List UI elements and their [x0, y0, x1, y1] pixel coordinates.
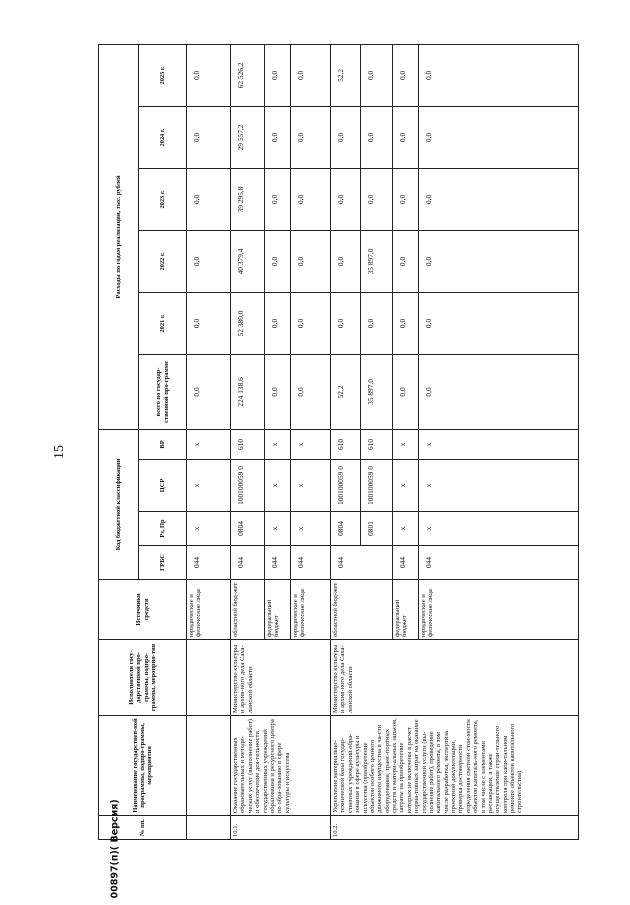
cell-source: областной бюд-жет: [231, 580, 265, 640]
cell-2022: 40 379,4: [231, 230, 265, 292]
cell-vr: x: [291, 429, 331, 459]
cell-source: федеральный бюджет: [393, 580, 419, 640]
cell-source: юридические и физические лица: [419, 580, 579, 640]
header-expenses: Расходы по годам реализации, тыс. рублей: [99, 44, 139, 429]
cell-rzpr: x: [419, 512, 579, 546]
cell-csr: x: [187, 460, 231, 512]
cell-total: 35 897,0: [361, 354, 393, 429]
cell-csr: 100100059 0: [231, 460, 265, 512]
cell-2021: 0,0: [331, 292, 361, 354]
cell-2021: 0,0: [361, 292, 393, 354]
cell-rzpr: 0804: [331, 512, 361, 546]
cell-rzpr: 0804: [231, 512, 265, 546]
header-name: Наименование государствен-ной программы, подпро-граммы, мероприятия: [99, 716, 187, 816]
header-2023: 2023 г.: [139, 168, 187, 230]
cell-2021: 0,0: [419, 292, 579, 354]
cell-name: Укрепление материально-технической базы государ-ственных учреждений обра-зования в сфере культуры и искусства (приобретение объектов особого ценного движимого имущества в ча-сти оборудования, транс-портных средств и матери-альных запасов, затраты на приобретение которых не включены в расчет норма-тивных затрат на оказание государственной услуги (вы-полнение работ), проведение капитального ремонта, в том числе разработка, экспертиза проектной документации, проверка достоверности определения сметной стои-мости объектов капиталь-ного ремонта, в том числе с элементами реставрации, а также осуществление строи-тельного контроля при капи-тальном ремонте объектов капитального строительства): [331, 716, 579, 816]
cell-source: областной бюд-жет: [331, 580, 393, 640]
header-2021: 2021 г.: [139, 292, 187, 354]
cell-grbs: 044: [291, 546, 331, 580]
cell-2021: 0,0: [291, 292, 331, 354]
header-rzpr: Рз, Пр: [139, 512, 187, 546]
header-total: всего по государ-ственной про-грамме: [139, 354, 187, 429]
cell-executor: Министерство культуры и архив-ного дела Саха-линской области: [231, 640, 331, 716]
cell-vr: 610: [231, 429, 265, 459]
cell-total: 0,0: [393, 354, 419, 429]
table-row: [331, 44, 361, 839]
cell-source: юридические и физические лица: [291, 580, 331, 640]
cell-csr: x: [419, 460, 579, 512]
cell-name: Оказание государственных образовательных и методи-ческих услуг (выполнение работ) и обеспечение дея-тельности государственных учреждений образования и ресурсного центра по обра-зованию в сфере культуры и искусства: [231, 716, 331, 816]
cell-2025: 0,0: [361, 44, 393, 106]
cell-2022: 0,0: [393, 230, 419, 292]
cell-rzpr: x: [265, 512, 291, 546]
cell-vr: x: [419, 429, 579, 459]
cell-grbs: 044: [187, 546, 231, 580]
cell-vr: 610: [361, 429, 393, 459]
cell-csr: 100100059 0: [331, 460, 361, 512]
cell-total: 0,0: [187, 354, 231, 429]
cell-2024: 0,0: [393, 106, 419, 168]
table-row: [231, 44, 265, 839]
cell-grbs: 044: [331, 546, 393, 580]
footer: [105, 799, 125, 905]
rotated-table-container: [98, 45, 630, 840]
cell-2024: 0,0: [361, 106, 393, 168]
cell-2024: 0,0: [187, 106, 231, 168]
cell-2024: 0,0: [291, 106, 331, 168]
header-executor: Исполнители госу-дарственной про-граммы, подпро-граммы, мероприя-тия: [99, 640, 187, 716]
cell-total: 0,0: [265, 354, 291, 429]
cell-2022: 0,0: [187, 230, 231, 292]
header-2022: 2022 г.: [139, 230, 187, 292]
header-budget-code: Код бюджетной классификации: [99, 429, 139, 579]
cell-num: [187, 816, 231, 840]
cell-vr: x: [265, 429, 291, 459]
cell-2025: 0,0: [393, 44, 419, 106]
cell-total: 0,0: [291, 354, 331, 429]
footer-version-code: 00897(п)( Версия): [109, 799, 121, 899]
cell-2023: 0,0: [331, 168, 361, 230]
header-grbs: ГРБС: [139, 546, 187, 580]
cell-2021: 0,0: [265, 292, 291, 354]
cell-csr: x: [291, 460, 331, 512]
cell-source: юридические и физические лица: [187, 580, 231, 640]
cell-rzpr: x: [187, 512, 231, 546]
cell-name: [187, 716, 231, 816]
cell-vr: 610: [331, 429, 361, 459]
cell-grbs: 044: [393, 546, 419, 580]
cell-rzpr: x: [291, 512, 331, 546]
cell-2024: 0,0: [265, 106, 291, 168]
cell-2023: 0,0: [393, 168, 419, 230]
cell-grbs: 044: [419, 546, 579, 580]
header-2024: 2024 г.: [139, 106, 187, 168]
cell-rzpr: 0801: [361, 512, 393, 546]
cell-executor: Министерство культуры и архив-ного дела Саха-линской области: [331, 640, 579, 716]
header-source: Источники средств: [99, 580, 187, 640]
cell-2023: 39 295,8: [231, 168, 265, 230]
cell-2024: 0,0: [419, 106, 579, 168]
cell-num: 10.1.: [231, 816, 331, 840]
cell-2023: 0,0: [291, 168, 331, 230]
cell-vr: x: [187, 429, 231, 459]
cell-2023: 0,0: [187, 168, 231, 230]
cell-2024: 29 557,2: [231, 106, 265, 168]
cell-2022: 0,0: [265, 230, 291, 292]
cell-total: 52,2: [331, 354, 361, 429]
header-num: № пп.: [99, 816, 187, 840]
cell-rzpr: x: [393, 512, 419, 546]
cell-2025: 0,0: [265, 44, 291, 106]
cell-2025: 0,0: [187, 44, 231, 106]
cell-source: федеральный бюджет: [265, 580, 291, 640]
cell-total: 224 138,6: [231, 354, 265, 429]
cell-2025: 62 526,2: [231, 44, 265, 106]
cell-csr: x: [265, 460, 291, 512]
cell-2025: 52,2: [331, 44, 361, 106]
cell-grbs: 044: [265, 546, 291, 580]
cell-2025: 0,0: [291, 44, 331, 106]
cell-grbs: 044: [231, 546, 265, 580]
cell-2023: 0,0: [265, 168, 291, 230]
cell-total: 0,0: [419, 354, 579, 429]
cell-2023: 0,0: [419, 168, 579, 230]
table-row: [187, 44, 231, 839]
header-vr: ВР: [139, 429, 187, 459]
cell-csr: 100100059 0: [361, 460, 393, 512]
cell-csr: x: [393, 460, 419, 512]
header-2025: 2025 г.: [139, 44, 187, 106]
page-number: 15: [52, 445, 67, 459]
cell-num: 10.2.: [331, 816, 579, 840]
cell-2022: 0,0: [291, 230, 331, 292]
cell-2022: 0,0: [331, 230, 361, 292]
cell-2021: 0,0: [187, 292, 231, 354]
cell-executor: [187, 640, 231, 716]
budget-table: [98, 44, 579, 840]
cell-2022: 0,0: [419, 230, 579, 292]
cell-2025: 0,0: [419, 44, 579, 106]
cell-2023: 0,0: [361, 168, 393, 230]
cell-2021: 0,0: [393, 292, 419, 354]
cell-2022: 35 897,0: [361, 230, 393, 292]
cell-2021: 52 380,0: [231, 292, 265, 354]
cell-vr: x: [393, 429, 419, 459]
cell-2024: 0,0: [331, 106, 361, 168]
header-csr: ЦСР: [139, 460, 187, 512]
